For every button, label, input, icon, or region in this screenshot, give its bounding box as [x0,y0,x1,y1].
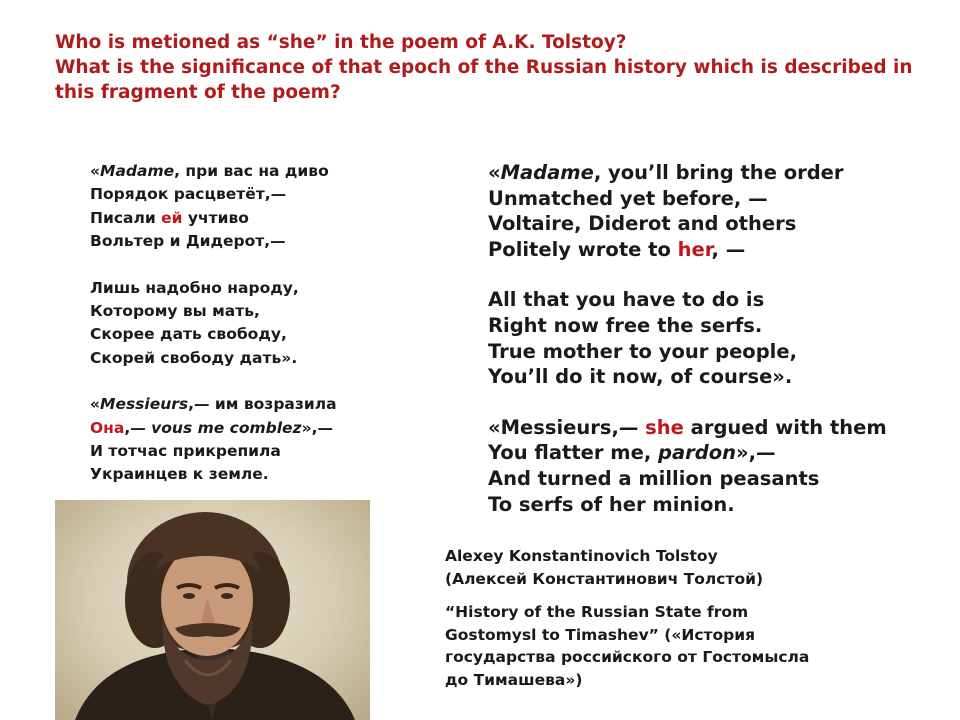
en-s2-line-3: True mother to your people, [488,339,797,363]
ru-s3-line-3: И тотчас прикрепила [90,442,281,461]
ru-stanza-2 [90,277,430,371]
work-title-line-1: “History of the Russian State from [445,603,749,621]
en-s1-line-3: Voltaire, Diderot and others [488,212,797,236]
ru-s2-line-3: Скорее дать свободу, [90,325,287,344]
ru-s2-line-1: Лишь надобно народу, [90,278,299,297]
highlight-she: she [645,415,684,439]
en-s3-line-3: And turned a million peasants [488,466,820,490]
author-name-en: Alexey Konstantinovich Tolstoy [445,547,718,565]
work-title-line-3: государства российского от Гостомысла [445,648,810,666]
en-s2-line-4: You’ll do it now, of course». [488,365,793,389]
en-s3-line-2: You flatter me, pardon»,— [488,441,776,465]
author-portrait-image [55,500,370,720]
en-stanza-2 [488,287,948,389]
en-s3-line-1: «Messieurs,— she argued with them [488,415,887,439]
ru-s3-line-4: Украинцев к земле. [90,465,269,484]
en-s1-line-1: «Madame, you’ll bring the order [488,161,844,184]
author-name-ru: (Алексей Константинович Толстой) [445,569,764,588]
author-name [445,545,945,590]
en-stanza-3 [488,415,948,517]
ru-stanza-3 [90,393,430,487]
questions-heading [55,30,935,105]
ru-s1-line-4: Вольтер и Дидерот,— [90,232,286,251]
highlight-ona: Она [90,418,125,437]
en-s3-line-4: To serfs of her minion. [488,492,735,516]
ru-s2-line-4: Скорей свободу дать». [90,348,298,367]
en-s1-line-2: Unmatched yet before, — [488,186,768,210]
ru-stanza-1 [90,160,430,254]
ru-s1-line-3: Писали ей учтиво [90,208,249,227]
question-2: What is the significance of that epoch of the Russian history which is described in this fragment of the poem? [55,57,913,103]
highlight-her: her [677,237,712,261]
work-title-line-2: Gostomysl to Timashev” («История [445,625,756,644]
question-1: Who is metioned as “she” in the poem of A.K. Tolstoy? [55,32,627,53]
ru-s1-line-1: «Madame, при вас на диво [90,162,329,180]
highlight-ey: ей [161,208,183,227]
author-caption [445,545,945,691]
ru-s3-line-1: «Messieurs,— им возразила [90,395,337,414]
en-stanza-1 [488,160,948,262]
ru-s3-line-2: Она,— vous me comblez»,— [90,418,333,437]
work-title [445,601,945,691]
english-poem [488,160,948,517]
work-title-line-4: до Тимашева») [445,670,583,689]
ru-s1-line-2: Порядок расцветёт,— [90,185,287,204]
ru-s2-line-2: Которому вы мать, [90,302,260,321]
russian-poem [90,160,430,487]
en-s1-line-4: Politely wrote to her, — [488,237,746,261]
en-s2-line-2: Right now free the serfs. [488,313,763,337]
en-s2-line-1: All that you have to do is [488,288,765,312]
portrait-drawing [55,500,370,720]
